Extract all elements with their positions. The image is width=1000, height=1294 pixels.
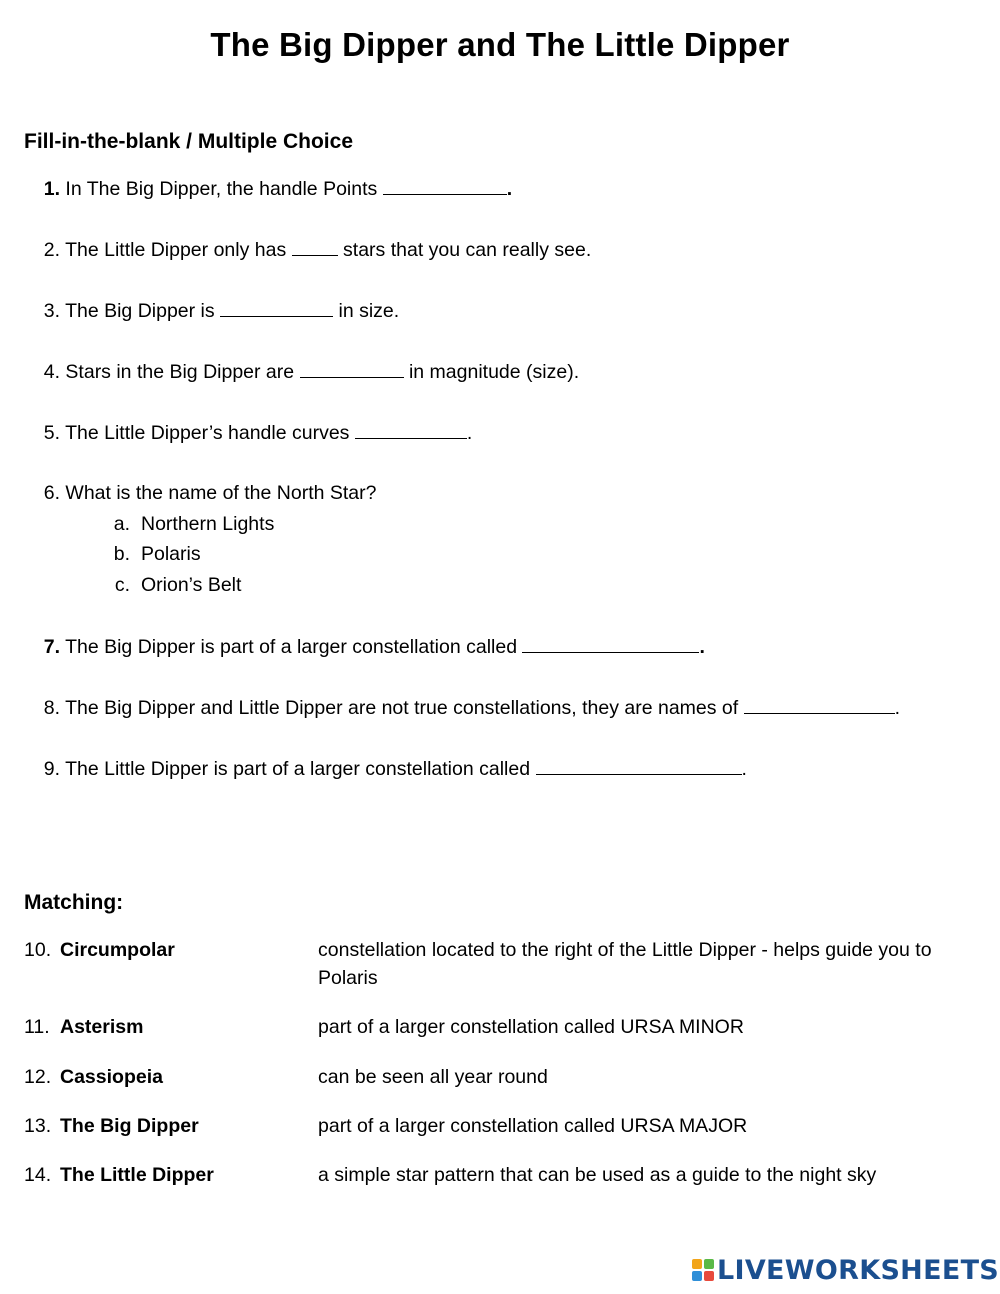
question-1 <box>24 176 512 201</box>
question-8 <box>24 695 900 720</box>
logo-block <box>692 1259 702 1269</box>
matching-number: 10. <box>24 939 52 961</box>
question-number: 7. <box>43 636 60 658</box>
answer-blank[interactable] <box>536 756 742 775</box>
answer-blank[interactable] <box>383 176 507 195</box>
question-number: 5. <box>43 422 60 444</box>
question-9 <box>24 756 747 781</box>
matching-number: 13. <box>24 1115 52 1137</box>
liveworksheets-logo <box>692 1254 999 1286</box>
question-text: The Big Dipper is <box>65 300 221 322</box>
matching-definition[interactable]: can be seen all year round <box>318 1066 548 1088</box>
question-text: The Little Dipper’s handle curves <box>65 422 355 444</box>
question-number: 9. <box>43 758 60 780</box>
question-4 <box>24 359 579 384</box>
question-number: 2. <box>43 239 60 261</box>
section-heading-matching: Matching: <box>24 891 124 914</box>
matching-number: 14. <box>24 1164 52 1186</box>
question-text-end: . <box>466 422 473 444</box>
option-c[interactable] <box>110 573 241 597</box>
answer-blank[interactable] <box>292 237 338 256</box>
logo-blocks-icon <box>692 1259 714 1281</box>
question-text: The Big Dipper and Little Dipper are not true constellations, they are names of <box>65 697 744 719</box>
question-number: 1. <box>43 178 60 200</box>
question-7 <box>24 634 705 659</box>
matching-term[interactable]: The Big Dipper <box>60 1115 199 1137</box>
question-number: 6. <box>43 482 60 504</box>
question-text-end: . <box>894 697 901 719</box>
option-letter: b. <box>113 543 130 565</box>
question-number: 8. <box>43 697 60 719</box>
matching-definition[interactable]: constellation located to the right of the Little Dipper - helps guide you to Polaris <box>318 939 932 989</box>
question-text: Stars in the Big Dipper are <box>65 361 300 383</box>
question-5 <box>24 420 472 445</box>
matching-definition[interactable]: a simple star pattern that can be used as a guide to the night sky <box>318 1164 877 1186</box>
option-letter: a. <box>113 513 130 535</box>
question-text-end: . <box>506 178 513 200</box>
question-text: What is the name of the North Star? <box>65 482 377 504</box>
answer-blank[interactable] <box>220 298 333 317</box>
option-letter: c. <box>114 574 130 596</box>
question-text-end: . <box>699 636 705 658</box>
answer-blank[interactable] <box>300 359 404 378</box>
question-number: 4. <box>43 361 60 383</box>
option-text: Polaris <box>141 543 201 565</box>
matching-number: 12. <box>24 1066 52 1088</box>
question-text: The Little Dipper is part of a larger constellation called <box>65 758 536 780</box>
question-text: The Little Dipper only has <box>65 239 292 261</box>
question-3 <box>24 298 399 323</box>
logo-block <box>704 1259 714 1269</box>
answer-blank[interactable] <box>744 695 895 714</box>
option-a[interactable] <box>110 512 274 536</box>
logo-block <box>704 1271 714 1281</box>
matching-term[interactable]: Asterism <box>60 1016 144 1038</box>
option-text: Northern Lights <box>141 513 275 535</box>
matching-term[interactable]: The Little Dipper <box>60 1164 214 1186</box>
matching-term[interactable]: Cassiopeia <box>60 1066 163 1088</box>
question-number: 3. <box>43 300 60 322</box>
answer-blank[interactable] <box>522 634 699 653</box>
question-text-end: in magnitude (size). <box>403 361 580 383</box>
answer-blank[interactable] <box>355 420 467 439</box>
logo-block <box>692 1271 702 1281</box>
question-6 <box>24 481 377 505</box>
matching-number: 11. <box>24 1016 50 1038</box>
matching-definition[interactable]: part of a larger constellation called URSA MINOR <box>318 1016 744 1038</box>
question-text-end: in size. <box>333 300 400 322</box>
logo-text: LIVEWORKSHEETS <box>717 1254 1000 1286</box>
question-text: The Big Dipper is part of a larger constellation called <box>65 636 523 658</box>
page-title: The Big Dipper and The Little Dipper <box>210 26 790 63</box>
section-heading-fill-in: Fill-in-the-blank / Multiple Choice <box>24 130 353 153</box>
option-b[interactable] <box>110 542 201 566</box>
matching-term[interactable]: Circumpolar <box>60 939 175 961</box>
matching-definition[interactable]: part of a larger constellation called URSA MAJOR <box>318 1115 748 1137</box>
question-text-end: stars that you can really see. <box>337 239 592 261</box>
question-text-end: . <box>741 758 747 780</box>
question-2 <box>24 237 591 262</box>
option-text: Orion’s Belt <box>141 574 242 596</box>
question-text: In The Big Dipper, the handle Points <box>65 178 383 200</box>
